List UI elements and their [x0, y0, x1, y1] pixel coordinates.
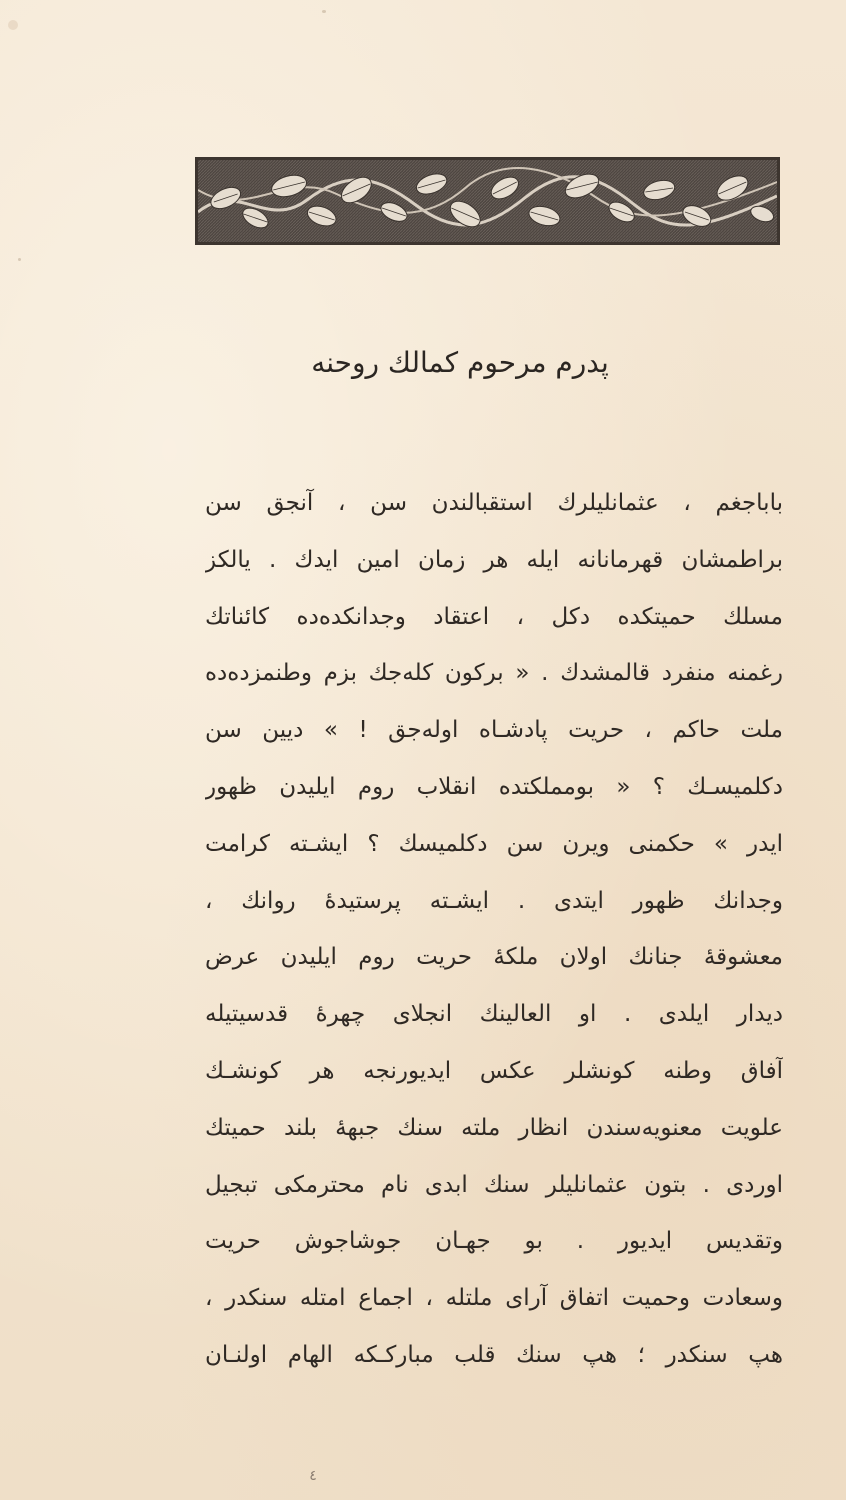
- body-text: [205, 475, 783, 1384]
- paper-speck: [18, 258, 21, 261]
- text-line: براطمشان قهرمانانه ايله هر زمان امين ايدك . يالكز: [205, 546, 783, 573]
- floral-vine-icon: [195, 157, 780, 245]
- text-line: وجدانك ظهور ايتدى . ايشـته پرستيدهٔ روانك ،: [205, 887, 783, 914]
- text-line: رغمنه منفرد قالمشدك . « بركون كله‌جك بزم وطنمزده‌ده: [205, 660, 783, 687]
- text-line: اوردى . بتون عثمانليلر سنك ابدى نام محترمكى تبجيل: [205, 1171, 783, 1198]
- text-line: آفاق وطنه كونشلر عكس ايديورنجه هر كونشـك: [205, 1057, 783, 1084]
- text-line: ايدر » حكمنى ويرن سن دكلميسك ؟ ايشـته كرامت: [205, 830, 783, 857]
- text-line: دكلميسـك ؟ « بومملكتده انقلاب روم ايليدن ظهور: [205, 773, 783, 800]
- text-line: علويت معنويه‌سندن انظار ملته سنك جبههٔ بلند حميتك: [205, 1114, 783, 1141]
- text-line: ملت حاكم ، حريت پادشـاه اوله‌جق ! » ديين سن: [205, 717, 783, 744]
- page-mark: ٤: [309, 1468, 317, 1484]
- paper-speck: [322, 10, 326, 13]
- text-line: معشوقهٔ جنانك اولان ملكهٔ حريت روم ايليدن عرض: [205, 944, 783, 971]
- text-line: وتقديس ايديور . بو جهـان جوشاجوش حريت: [205, 1228, 783, 1255]
- text-line: هپ سنكدر ؛ هپ سنك قلب مباركـكه الهام اولنـان: [205, 1341, 783, 1368]
- page-title: پدرم مرحوم كمالك روحنه: [311, 346, 609, 379]
- text-line: مسلك حميتكده دكل ، اعتقاد وجدانكده‌ده كائناتك: [205, 603, 783, 630]
- text-line: ديدار ايلدى . او العالينك انجلاى چهرهٔ قدسيتيله: [205, 1001, 783, 1028]
- text-line: وسعادت وحميت اتفاق آراى ملتله ، اجماع امتله سنكدر ،: [205, 1285, 783, 1312]
- text-line: باباجغم ، عثمانليلرك استقبالندن سن ، آنجق سن: [205, 490, 783, 516]
- paper-speck: [8, 20, 18, 30]
